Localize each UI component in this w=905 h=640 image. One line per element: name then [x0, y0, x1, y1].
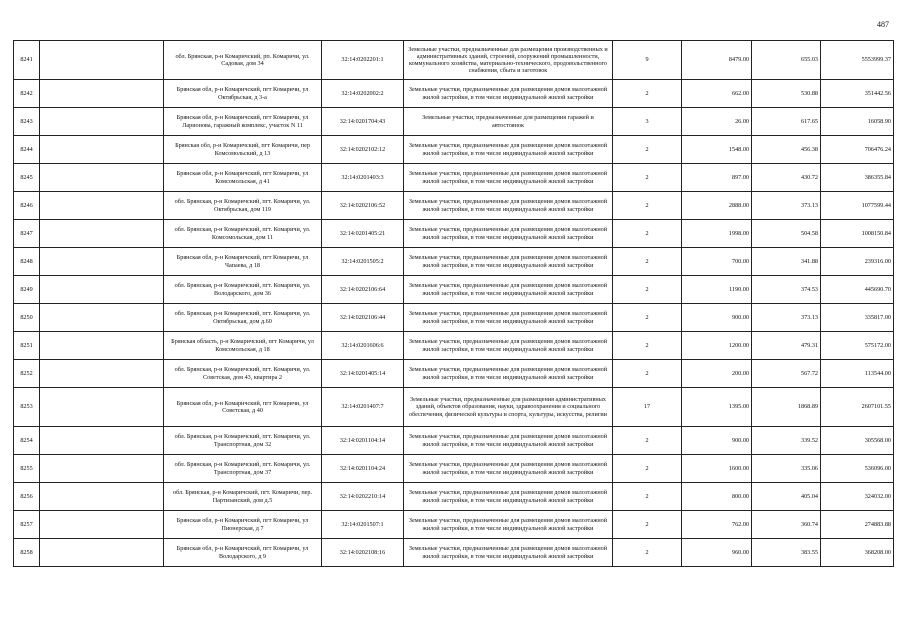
specific-value-cell: 374.53 — [752, 276, 821, 304]
cadastral-value-cell: 5553999.37 — [821, 41, 894, 80]
permitted-use-cell: Земельные участки, предназначенные для размещения домов малоэтажной жилой застройки, в том числе индивидуальной жилой застройки — [404, 332, 613, 360]
area-cell: 1600.00 — [682, 455, 752, 483]
row-number: 8241 — [14, 41, 40, 80]
cadastral-number-cell: 32:14:0201403:3 — [322, 164, 404, 192]
specific-value-cell: 567.72 — [752, 360, 821, 388]
cadastral-value-cell: 1008150.84 — [821, 220, 894, 248]
address-cell: Брянская обл, р-н Комаричский, пгт Комаричи, ул Октябрьская, д 3-а — [164, 80, 322, 108]
row-number: 8250 — [14, 304, 40, 332]
land-plots-table — [13, 40, 894, 567]
table-row — [14, 511, 894, 539]
cadastral-value-cell: 335817.00 — [821, 304, 894, 332]
cadastral-number-cell: 32:14:0202106:64 — [322, 276, 404, 304]
cadastral-number-cell: 32:14:0202102:12 — [322, 136, 404, 164]
cadastral-number-cell: 32:14:0201104:14 — [322, 427, 404, 455]
cadastral-number-cell: 32:14:0201505:2 — [322, 248, 404, 276]
specific-value-cell: 530.88 — [752, 80, 821, 108]
permitted-use-cell: Земельные участки, предназначенные для размещения домов малоэтажной жилой застройки, в том числе индивидуальной жилой застройки — [404, 276, 613, 304]
row-number: 8251 — [14, 332, 40, 360]
empty-cell — [40, 388, 164, 427]
permitted-use-cell: Земельные участки, предназначенные для размещения домов малоэтажной жилой застройки, в том числе индивидуальной жилой застройки — [404, 304, 613, 332]
specific-value-cell: 479.31 — [752, 332, 821, 360]
use-group-cell: 2 — [613, 276, 682, 304]
address-cell: обл. Брянская, р-н Комаричский, пгт. Комаричи, ул. Октябрьская, дом 119 — [164, 192, 322, 220]
area-cell: 800.00 — [682, 483, 752, 511]
row-number: 8246 — [14, 192, 40, 220]
empty-cell — [40, 360, 164, 388]
cadastral-value-cell: 386355.84 — [821, 164, 894, 192]
empty-cell — [40, 427, 164, 455]
specific-value-cell: 341.88 — [752, 248, 821, 276]
permitted-use-cell: Земельные участки, предназначенные для размещения домов малоэтажной жилой застройки, в том числе индивидуальной жилой застройки — [404, 164, 613, 192]
row-number: 8254 — [14, 427, 40, 455]
specific-value-cell: 373.13 — [752, 192, 821, 220]
address-cell: обл. Брянская, р-н Комаричский, пгт. Комаричи, ул. Советская, дом 43, квартира 2 — [164, 360, 322, 388]
area-cell: 897.00 — [682, 164, 752, 192]
permitted-use-cell: Земельные участки, предназначенные для размещения гаражей и автостоянок — [404, 108, 613, 136]
permitted-use-cell: Земельные участки, предназначенные для размещения домов малоэтажной жилой застройки, в том числе индивидуальной жилой застройки — [404, 80, 613, 108]
specific-value-cell: 456.38 — [752, 136, 821, 164]
table-row — [14, 360, 894, 388]
cadastral-value-cell: 239316.00 — [821, 248, 894, 276]
empty-cell — [40, 455, 164, 483]
address-cell: Брянская обл, р-н Комаричский, пгт Комаричи, ул Комсомольская, д 41 — [164, 164, 322, 192]
table-row — [14, 483, 894, 511]
row-number: 8242 — [14, 80, 40, 108]
use-group-cell: 2 — [613, 511, 682, 539]
cadastral-value-cell: 368208.00 — [821, 539, 894, 567]
row-number: 8249 — [14, 276, 40, 304]
specific-value-cell: 655.03 — [752, 41, 821, 80]
permitted-use-cell: Земельные участки, предназначенные для размещения домов малоэтажной жилой застройки, в том числе индивидуальной жилой застройки — [404, 455, 613, 483]
address-cell: Брянская обл, р-н Комаричский, пгт Комаричи, ул Чапаева, д 18 — [164, 248, 322, 276]
specific-value-cell: 373.13 — [752, 304, 821, 332]
permitted-use-cell: Земельные участки, предназначенные для размещения домов малоэтажной жилой застройки, в том числе индивидуальной жилой застройки — [404, 483, 613, 511]
cadastral-number-cell: 32:14:0201104:24 — [322, 455, 404, 483]
empty-cell — [40, 332, 164, 360]
table-row — [14, 276, 894, 304]
area-cell: 26.00 — [682, 108, 752, 136]
cadastral-value-cell: 706476.24 — [821, 136, 894, 164]
address-cell: обл. Брянская, р-н Комаричский, пгт. Комаричи, ул. Володарского, дом 36 — [164, 276, 322, 304]
row-number: 8247 — [14, 220, 40, 248]
use-group-cell: 17 — [613, 388, 682, 427]
use-group-cell: 2 — [613, 539, 682, 567]
row-number: 8243 — [14, 108, 40, 136]
specific-value-cell: 504.58 — [752, 220, 821, 248]
cadastral-number-cell: 32:14:0201405:14 — [322, 360, 404, 388]
permitted-use-cell: Земельные участки, предназначенные для размещения домов малоэтажной жилой застройки, в том числе индивидуальной жилой застройки — [404, 220, 613, 248]
cadastral-value-cell: 351442.56 — [821, 80, 894, 108]
cadastral-value-cell: 274883.88 — [821, 511, 894, 539]
empty-cell — [40, 41, 164, 80]
row-number: 8252 — [14, 360, 40, 388]
table-row — [14, 220, 894, 248]
use-group-cell: 2 — [613, 248, 682, 276]
cadastral-number-cell: 32:14:0202106:44 — [322, 304, 404, 332]
area-cell: 1998.00 — [682, 220, 752, 248]
address-cell: обл. Брянская, р-н Комаричский, пгт. Комаричи, ул. Транспортная, дом 32 — [164, 427, 322, 455]
cadastral-number-cell: 32:14:0202106:52 — [322, 192, 404, 220]
cadastral-number-cell: 32:14:0201606:6 — [322, 332, 404, 360]
use-group-cell: 2 — [613, 192, 682, 220]
use-group-cell: 2 — [613, 80, 682, 108]
address-cell: Брянская область, р-н Комаричский, пгт Комаричи, ул Комсомольская, д 18 — [164, 332, 322, 360]
empty-cell — [40, 136, 164, 164]
specific-value-cell: 383.55 — [752, 539, 821, 567]
table-row — [14, 304, 894, 332]
cadastral-value-cell: 575172.00 — [821, 332, 894, 360]
empty-cell — [40, 108, 164, 136]
empty-cell — [40, 220, 164, 248]
address-cell: Брянская обл, р-н Комаричский, пгт Комаричи, пер Комсомольский, д 13 — [164, 136, 322, 164]
use-group-cell: 2 — [613, 427, 682, 455]
cadastral-number-cell: 32:14:0202210:14 — [322, 483, 404, 511]
cadastral-number-cell: 32:14:0202108:16 — [322, 539, 404, 567]
table-row — [14, 192, 894, 220]
area-cell: 200.00 — [682, 360, 752, 388]
table-row — [14, 41, 894, 80]
empty-cell — [40, 248, 164, 276]
area-cell: 900.00 — [682, 304, 752, 332]
area-cell: 762.00 — [682, 511, 752, 539]
row-number: 8256 — [14, 483, 40, 511]
empty-cell — [40, 276, 164, 304]
table-row — [14, 332, 894, 360]
row-number: 8245 — [14, 164, 40, 192]
empty-cell — [40, 192, 164, 220]
specific-value-cell: 1868.89 — [752, 388, 821, 427]
permitted-use-cell: Земельные участки, предназначенные для размещения домов малоэтажной жилой застройки, в том числе индивидуальной жилой застройки — [404, 539, 613, 567]
cadastral-value-cell: 113544.00 — [821, 360, 894, 388]
address-cell: обл. Брянская, р-н Комаричский, пгт. Комаричи, ул. Транспортная, дом 37 — [164, 455, 322, 483]
row-number: 8258 — [14, 539, 40, 567]
permitted-use-cell: Земельные участки, предназначенные для размещения домов малоэтажной жилой застройки, в том числе индивидуальной жилой застройки — [404, 360, 613, 388]
specific-value-cell: 335.06 — [752, 455, 821, 483]
row-number: 8248 — [14, 248, 40, 276]
area-cell: 1548.00 — [682, 136, 752, 164]
cadastral-number-cell: 32:14:0202201:1 — [322, 41, 404, 80]
use-group-cell: 2 — [613, 164, 682, 192]
permitted-use-cell: Земельные участки, предназначенные для размещения домов малоэтажной жилой застройки, в том числе индивидуальной жилой застройки — [404, 248, 613, 276]
use-group-cell: 9 — [613, 41, 682, 80]
area-cell: 8479.00 — [682, 41, 752, 80]
cadastral-value-cell: 536096.00 — [821, 455, 894, 483]
table-row — [14, 539, 894, 567]
use-group-cell: 3 — [613, 108, 682, 136]
area-cell: 960.00 — [682, 539, 752, 567]
area-cell: 1190.00 — [682, 276, 752, 304]
specific-value-cell: 360.74 — [752, 511, 821, 539]
use-group-cell: 2 — [613, 455, 682, 483]
address-cell: Брянская обл, р-н Комаричский, пгт Комаричи, ул Пионерская, д 7 — [164, 511, 322, 539]
permitted-use-cell: Земельные участки, предназначенные для размещения производственных и административных зданий, строений, сооружений промышленности, коммунального хозяйства, материально-технического, продовольственного снабжения, сбыта и заготовок — [404, 41, 613, 80]
empty-cell — [40, 80, 164, 108]
permitted-use-cell: Земельные участки, предназначенные для размещения домов малоэтажной жилой застройки, в том числе индивидуальной жилой застройки — [404, 136, 613, 164]
cadastral-number-cell: 32:14:0201405:21 — [322, 220, 404, 248]
address-cell: Брянская обл, р-н Комаричский, пгт Комаричи, ул Ларионова, гаражный комплекс, участок N 11 — [164, 108, 322, 136]
row-number: 8257 — [14, 511, 40, 539]
use-group-cell: 2 — [613, 483, 682, 511]
row-number: 8253 — [14, 388, 40, 427]
empty-cell — [40, 539, 164, 567]
empty-cell — [40, 164, 164, 192]
address-cell: обл. Брянская, р-н Комаричский, рп. Комаричи, ул. Садовая, дом 34 — [164, 41, 322, 80]
specific-value-cell: 339.52 — [752, 427, 821, 455]
permitted-use-cell: Земельные участки, предназначенные для размещения домов малоэтажной жилой застройки, в том числе индивидуальной жилой застройки — [404, 427, 613, 455]
area-cell: 1395.00 — [682, 388, 752, 427]
address-cell: обл. Брянская, р-н Комаричский, пгт. Комаричи, ул. Октябрьская, дом д.60 — [164, 304, 322, 332]
empty-cell — [40, 304, 164, 332]
table-row — [14, 388, 894, 427]
cadastral-number-cell: 32:14:0201407:7 — [322, 388, 404, 427]
cadastral-value-cell: 1077599.44 — [821, 192, 894, 220]
permitted-use-cell: Земельные участки, предназначенные для размещения домов малоэтажной жилой застройки, в том числе индивидуальной жилой застройки — [404, 511, 613, 539]
area-cell: 1200.00 — [682, 332, 752, 360]
area-cell: 662.00 — [682, 80, 752, 108]
cadastral-value-cell: 305568.00 — [821, 427, 894, 455]
address-cell: Брянская обл, р-н Комаричский, пгт Комаричи, ул Советская, д 40 — [164, 388, 322, 427]
specific-value-cell: 405.04 — [752, 483, 821, 511]
use-group-cell: 2 — [613, 360, 682, 388]
address-cell: обл. Брянская, р-н Комаричский, пгт. Комаричи, пер. Партизанский, дом д.5 — [164, 483, 322, 511]
table-row — [14, 136, 894, 164]
empty-cell — [40, 511, 164, 539]
table-row — [14, 80, 894, 108]
cadastral-number-cell: 32:14:0201704:43 — [322, 108, 404, 136]
area-cell: 2888.00 — [682, 192, 752, 220]
table-row — [14, 427, 894, 455]
cadastral-value-cell: 16058.90 — [821, 108, 894, 136]
address-cell: Брянская обл, р-н Комаричский, пгт Комаричи, ул Володарского, д 9 — [164, 539, 322, 567]
permitted-use-cell: Земельные участки, предназначенные для размещения административных зданий, объектов образования, науки, здравоохранения и социального обеспечения, физической культуры и спорта, культуры, искусства, религии — [404, 388, 613, 427]
permitted-use-cell: Земельные участки, предназначенные для размещения домов малоэтажной жилой застройки, в том числе индивидуальной жилой застройки — [404, 192, 613, 220]
area-cell: 900.00 — [682, 427, 752, 455]
cadastral-value-cell: 445690.70 — [821, 276, 894, 304]
cadastral-value-cell: 2607101.55 — [821, 388, 894, 427]
table-row — [14, 164, 894, 192]
table-row — [14, 108, 894, 136]
cadastral-number-cell: 32:14:0202002:2 — [322, 80, 404, 108]
use-group-cell: 2 — [613, 304, 682, 332]
use-group-cell: 2 — [613, 136, 682, 164]
cadastral-number-cell: 32:14:0201507:1 — [322, 511, 404, 539]
table-body — [14, 41, 894, 567]
area-cell: 700.00 — [682, 248, 752, 276]
specific-value-cell: 617.65 — [752, 108, 821, 136]
specific-value-cell: 430.72 — [752, 164, 821, 192]
cadastral-value-cell: 324032.00 — [821, 483, 894, 511]
page-number: 487 — [877, 20, 889, 29]
use-group-cell: 2 — [613, 220, 682, 248]
row-number: 8244 — [14, 136, 40, 164]
table-row — [14, 248, 894, 276]
address-cell: обл. Брянская, р-н Комаричский, пгт. Комаричи, ул. Комсомольская, дом 11 — [164, 220, 322, 248]
row-number: 8255 — [14, 455, 40, 483]
table-row — [14, 455, 894, 483]
empty-cell — [40, 483, 164, 511]
use-group-cell: 2 — [613, 332, 682, 360]
